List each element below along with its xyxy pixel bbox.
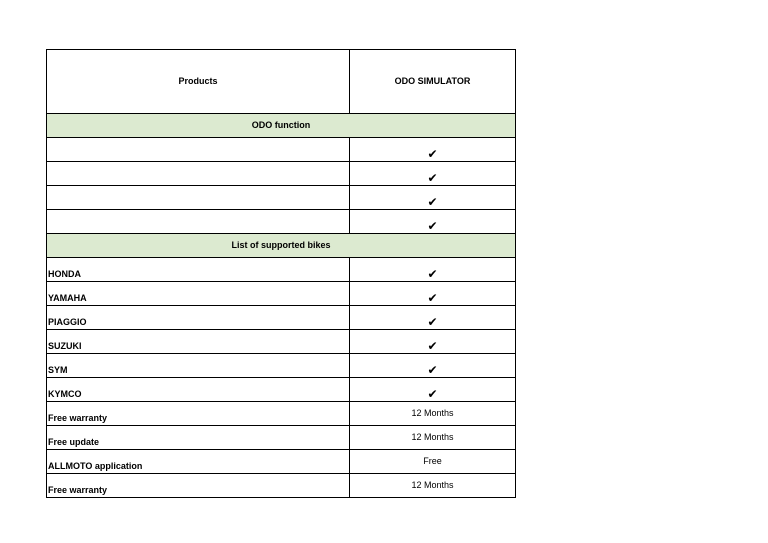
table-row	[47, 258, 516, 282]
feature-name: Free warranty	[47, 402, 350, 426]
check-icon: ✔	[350, 282, 516, 306]
check-icon: ✔	[350, 378, 516, 402]
check-icon: ✔	[350, 162, 516, 186]
check-icon: ✔	[350, 258, 516, 282]
section-supported-bikes	[47, 234, 516, 258]
feature-value: 12 Months	[350, 474, 516, 498]
table-row	[47, 186, 516, 210]
section-title: List of supported bikes	[47, 234, 516, 258]
feature-name	[47, 138, 350, 162]
header-row	[47, 50, 516, 114]
table-row	[47, 330, 516, 354]
check-icon: ✔	[350, 186, 516, 210]
table-row	[47, 450, 516, 474]
table-row	[47, 282, 516, 306]
comparison-sheet	[46, 49, 515, 498]
feature-name: Free warranty	[47, 474, 350, 498]
product-table	[46, 49, 516, 498]
bike-name: YAMAHA	[47, 282, 350, 306]
bike-name: HONDA	[47, 258, 350, 282]
feature-value: 12 Months	[350, 402, 516, 426]
check-icon: ✔	[350, 306, 516, 330]
bike-name: KYMCO	[47, 378, 350, 402]
feature-value: 12 Months	[350, 426, 516, 450]
bike-name: SUZUKI	[47, 330, 350, 354]
check-icon: ✔	[350, 210, 516, 234]
table-row	[47, 474, 516, 498]
check-icon: ✔	[350, 354, 516, 378]
feature-name	[47, 186, 350, 210]
odo-simulator-header: ODO SIMULATOR	[350, 50, 516, 114]
table-row	[47, 306, 516, 330]
feature-value: Free	[350, 450, 516, 474]
table-row	[47, 426, 516, 450]
bike-name: SYM	[47, 354, 350, 378]
feature-name: Free update	[47, 426, 350, 450]
table-row	[47, 378, 516, 402]
table-row	[47, 354, 516, 378]
table-row	[47, 402, 516, 426]
table-row	[47, 210, 516, 234]
table-row	[47, 138, 516, 162]
check-icon: ✔	[350, 330, 516, 354]
products-header: Products	[47, 50, 350, 114]
section-title: ODO function	[47, 114, 516, 138]
table-row	[47, 162, 516, 186]
feature-name	[47, 210, 350, 234]
feature-name: ALLMOTO application	[47, 450, 350, 474]
section-odo-function	[47, 114, 516, 138]
feature-name	[47, 162, 350, 186]
bike-name: PIAGGIO	[47, 306, 350, 330]
check-icon: ✔	[350, 138, 516, 162]
